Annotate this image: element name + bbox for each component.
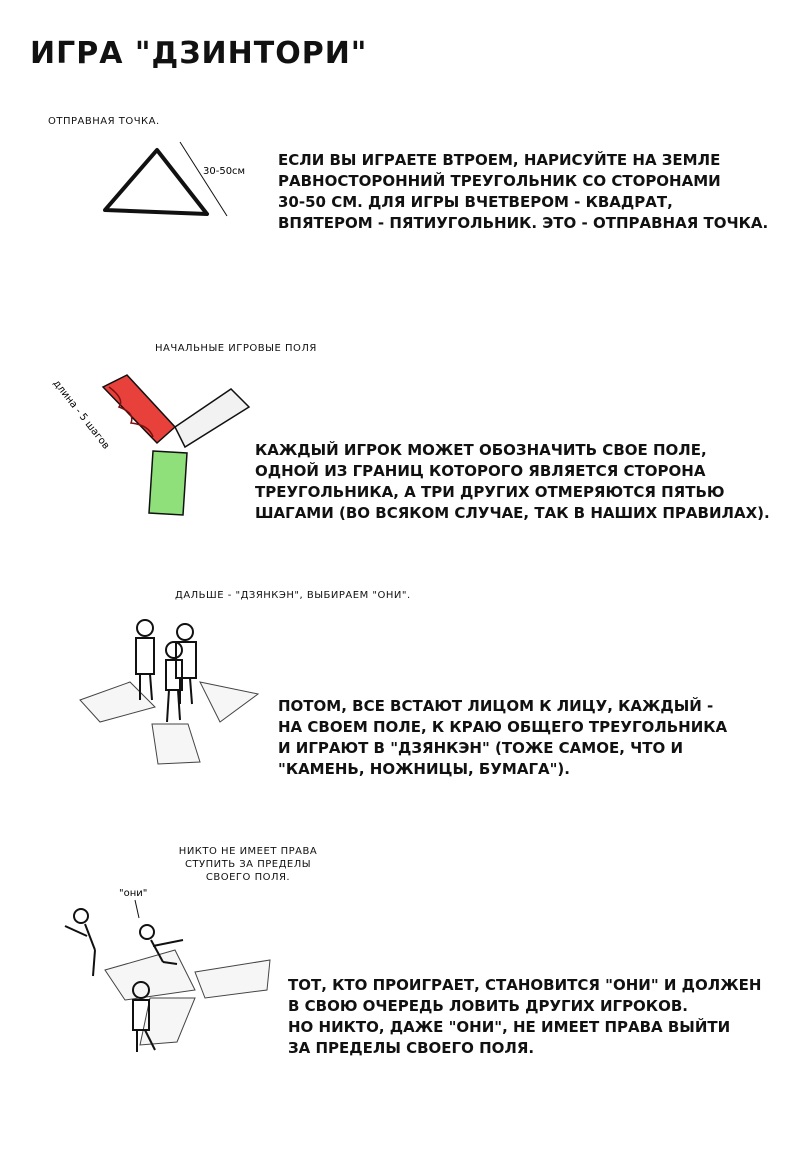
red-field (103, 375, 175, 443)
page-title: ИГРА "ДЗИНТОРИ" (30, 36, 368, 71)
text-line: ЗА ПРЕДЕЛЫ СВОЕГО ПОЛЯ. (288, 1039, 535, 1057)
players-illustration (70, 612, 270, 772)
text-line: И ИГРАЮТ В "ДЗЯНКЭН" (ТОЖЕ САМОЕ, ЧТО И (278, 739, 684, 757)
caption-line: НИКТО НЕ ИМЕЕТ ПРАВА (178, 846, 318, 857)
caption-starting-point: ОТПРАВНАЯ ТОЧКА. (48, 116, 160, 127)
text-line: НА СВОЕМ ПОЛЕ, К КРАЮ ОБЩЕГО ТРЕУГОЛЬНИКА (278, 718, 728, 736)
section-3-text (278, 696, 727, 780)
caption-line: СТУПИТЬ ЗА ПРЕДЕЛЫ (184, 859, 312, 870)
triangle-illustration (95, 138, 275, 228)
green-field (149, 451, 187, 515)
field-length-label: длина - 5 шагов (50, 378, 112, 452)
text-line: ОДНОЙ ИЗ ГРАНИЦ КОТОРОГО ЯВЛЯЕТСЯ СТОРОНА (255, 462, 706, 480)
text-line: 30-50 СМ. ДЛЯ ИГРЫ ВЧЕТВЕРОМ - КВАДРАТ, (278, 193, 673, 211)
caption-line: СВОЕГО ПОЛЯ. (205, 872, 291, 883)
oni-label: "они" (119, 888, 148, 899)
triangle-size-label: 30-50см (203, 166, 246, 177)
section-2-text (255, 440, 770, 524)
section-1-text (278, 150, 768, 234)
text-line: РАВНОСТОРОННИЙ ТРЕУГОЛЬНИК СО СТОРОНАМИ (278, 172, 721, 190)
text-line: КАЖДЫЙ ИГРОК МОЖЕТ ОБОЗНАЧИТЬ СВОЕ ПОЛЕ, (255, 441, 707, 459)
text-line: В СВОЮ ОЧЕРЕДЬ ЛОВИТЬ ДРУГИХ ИГРОКОВ. (288, 997, 688, 1015)
fields-illustration (45, 365, 265, 535)
text-line: ШАГАМИ (ВО ВСЯКОМ СЛУЧАЕ, ТАК В НАШИХ ПРАВИЛАХ). (255, 504, 770, 522)
caption-no-crossing (168, 845, 328, 884)
text-line: "КАМЕНЬ, НОЖНИЦЫ, БУМАГА"). (278, 760, 570, 778)
section-4-text (288, 975, 761, 1059)
caption-janken: ДАЛЬШЕ - "ДЗЯНКЭН", ВЫБИРАЕМ "ОНИ". (175, 590, 411, 601)
text-line: ЕСЛИ ВЫ ИГРАЕТЕ ВТРОЕМ, НАРИСУЙТЕ НА ЗЕМЛЕ (278, 151, 721, 169)
text-line: ВПЯТЕРОМ - ПЯТИУГОЛЬНИК. ЭТО - ОТПРАВНАЯ ТОЧКА. (278, 214, 769, 232)
text-line: ТОТ, КТО ПРОИГРАЕТ, СТАНОВИТСЯ "ОНИ" И ДОЛЖЕН (288, 976, 762, 994)
white-field (175, 389, 249, 447)
chase-illustration (45, 880, 275, 1060)
text-line: ПОТОМ, ВСЕ ВСТАЮТ ЛИЦОМ К ЛИЦУ, КАЖДЫЙ - (278, 697, 714, 715)
text-line: НО НИКТО, ДАЖЕ "ОНИ", НЕ ИМЕЕТ ПРАВА ВЫЙТИ (288, 1018, 731, 1036)
text-line: ТРЕУГОЛЬНИКА, А ТРИ ДРУГИХ ОТМЕРЯЮТСЯ ПЯТЬЮ (255, 483, 725, 501)
caption-initial-fields: НАЧАЛЬНЫЕ ИГРОВЫЕ ПОЛЯ (155, 343, 317, 354)
